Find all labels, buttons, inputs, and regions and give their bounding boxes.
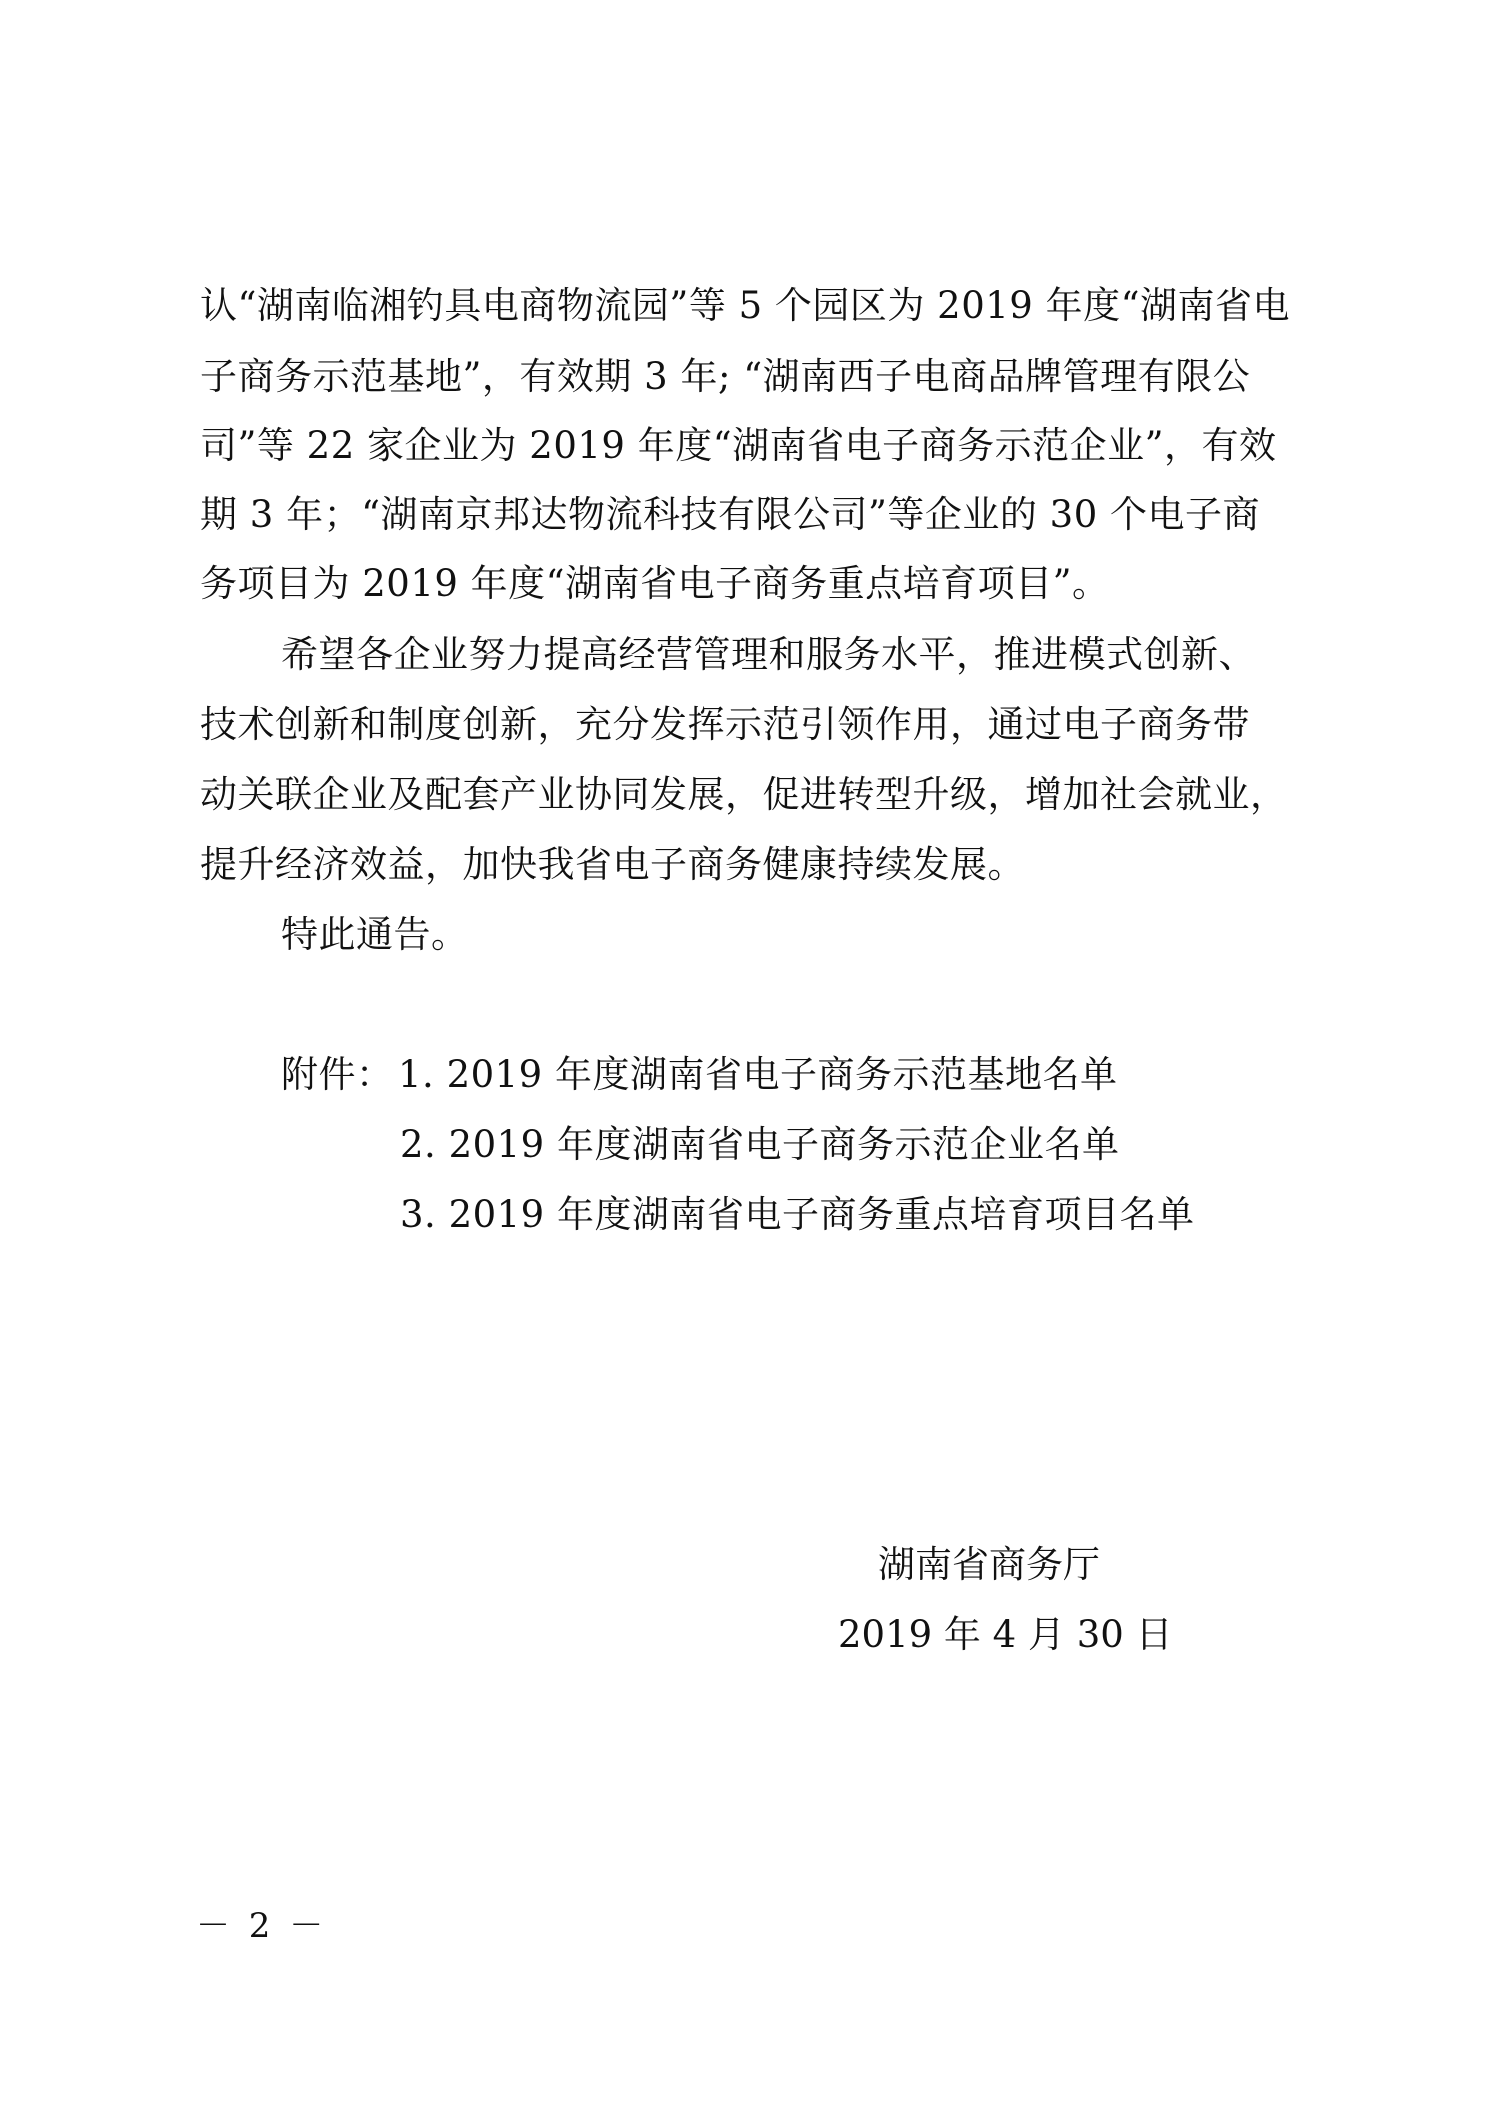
issue-date: 2019 年 4 月 30 日	[838, 1613, 1173, 1656]
attachment-item-2: 2. 2019 年度湖南省电子商务示范企业名单	[400, 1123, 1120, 1166]
paragraph-2-line-3: 动关联企业及配套产业协同发展，促进转型升级，增加社会就业，	[200, 773, 1288, 816]
attachments-label: 附件：	[281, 1053, 394, 1096]
paragraph-2-line-2: 技术创新和制度创新，充分发挥示范引领作用，通过电子商务带	[200, 703, 1250, 746]
closing-statement: 特此通告。	[281, 913, 469, 956]
paragraph-1-line-1: 认“湖南临湘钓具电商物流园”等 5 个园区为 2019 年度“湖南省电	[200, 284, 1290, 327]
paragraph-1-line-3: 司”等 22 家企业为 2019 年度“湖南省电子商务示范企业”，有效	[200, 424, 1277, 467]
attachment-item-3: 3. 2019 年度湖南省电子商务重点培育项目名单	[400, 1193, 1195, 1236]
attachment-item-1: 1. 2019 年度湖南省电子商务示范基地名单	[398, 1053, 1118, 1096]
paragraph-2-line-4: 提升经济效益，加快我省电子商务健康持续发展。	[200, 843, 1025, 886]
paragraph-1-line-4: 期 3 年；“湖南京邦达物流科技有限公司”等企业的 30 个电子商	[200, 493, 1260, 536]
paragraph-2-line-1: 希望各企业努力提高经营管理和服务水平，推进模式创新、	[281, 633, 1256, 676]
page-number: － 2 －	[196, 1906, 328, 1946]
paragraph-1-line-2: 子商务示范基地”，有效期 3 年; “湖南西子电商品牌管理有限公	[200, 355, 1251, 398]
paragraph-1-line-5: 务项目为 2019 年度“湖南省电子商务重点培育项目”。	[200, 562, 1110, 605]
issuing-organization: 湖南省商务厅	[878, 1543, 1100, 1586]
